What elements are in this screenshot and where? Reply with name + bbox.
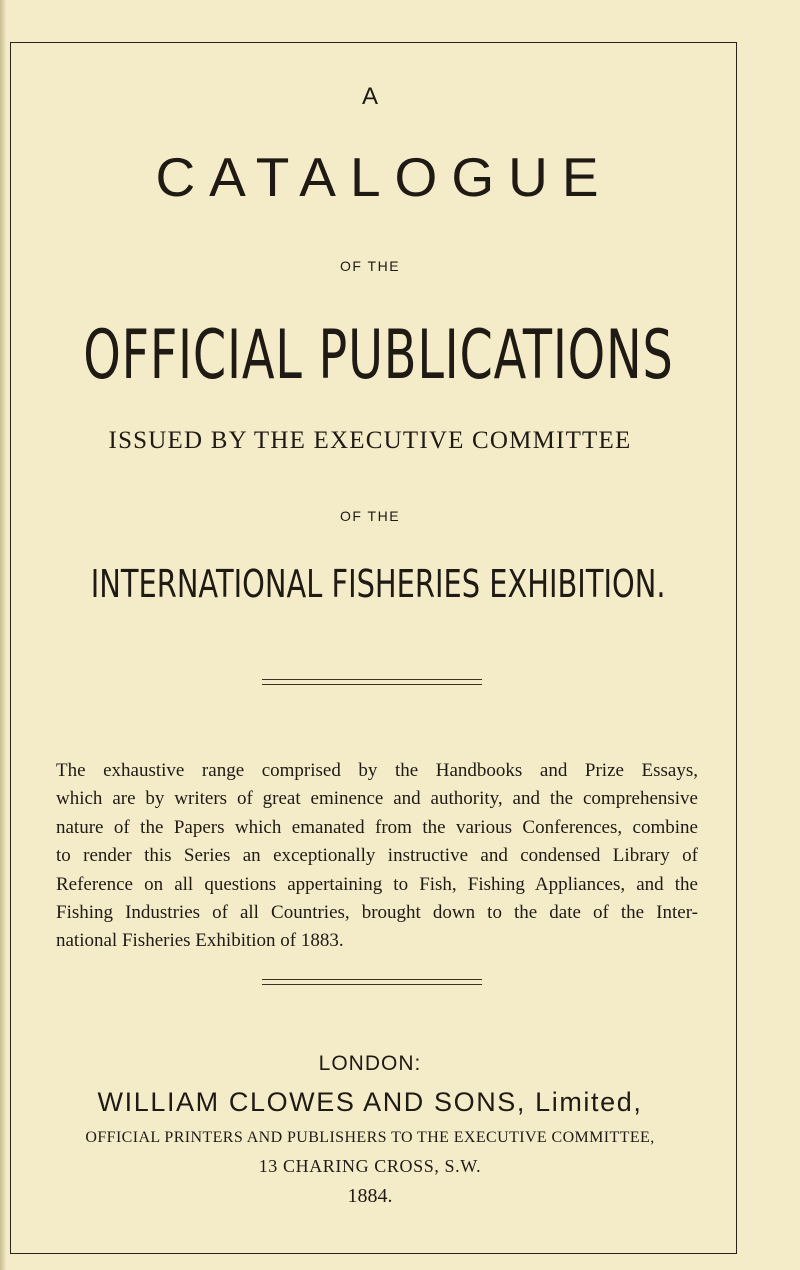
title-of-the: OF THE [339, 258, 401, 274]
double-rule-top-1 [262, 679, 482, 680]
title-catalogue: CATALOGUE [155, 146, 613, 208]
title-of-the-2: OF THE [339, 508, 401, 524]
title-official-publications [0, 316, 740, 395]
imprint-publisher: WILLIAM CLOWES AND SONS, Limited, [97, 1087, 643, 1117]
imprint-year: 1884. [347, 1185, 393, 1207]
description-line: Reference on all questions appertaining to Fish, Fishing Appliances, and the [56, 873, 698, 895]
description-line: national Fisheries Exhibition of 1883. [56, 930, 344, 952]
title-article: A [361, 83, 378, 110]
double-rule-bottom-2 [262, 984, 482, 985]
description-line: The exhaustive range comprised by the Handbooks and Prize Essays, [56, 760, 698, 781]
double-rule-top-2 [262, 684, 482, 685]
title-exhibition [0, 562, 740, 606]
title-exhibition-text: INTERNATIONAL FISHERIES EXHIBITION. [90, 562, 666, 606]
description-line: Fishing Industries of all Countries, brought down to the date of the Inter- [56, 902, 698, 924]
description-paragraph [56, 757, 698, 956]
double-rule-bottom-1 [262, 979, 482, 980]
description-line: nature of the Papers which emanated from the various Conferences, combine [56, 816, 698, 838]
title-issued-by: ISSUED BY THE EXECUTIVE COMMITTEE [108, 427, 632, 454]
description-line: to render this Series an exceptionally instructive and condensed Library of [56, 845, 698, 867]
title-official-publications-text: OFFICIAL PUBLICATIONS [83, 316, 674, 395]
imprint-place: LONDON: [318, 1052, 422, 1075]
imprint-role: OFFICIAL PRINTERS AND PUBLISHERS TO THE EXECUTIVE COMMITTEE, [85, 1129, 655, 1146]
imprint-address: 13 CHARING CROSS, S.W. [258, 1156, 482, 1176]
description-line: which are by writers of great eminence and authority, and the comprehensive [56, 788, 698, 810]
